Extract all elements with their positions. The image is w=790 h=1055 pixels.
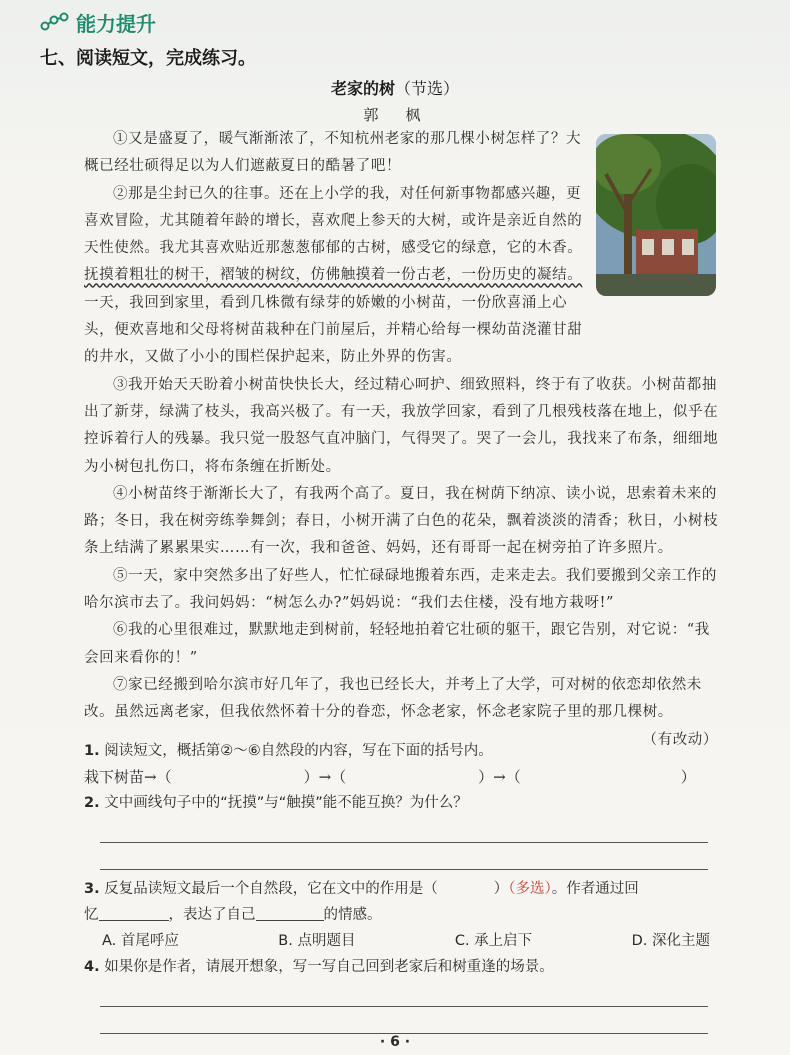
paragraph-6: ⑥我的心里很难过，默默地走到树前，轻轻地拍着它壮硕的躯干，跟它告别，对它说：“我会回来看你的！”	[84, 622, 710, 666]
paragraph-3: ③我开始天天盼着小树苗快快长大，经过精心呵护、细致照料，终于有了收获。小树苗都抽出了新芽，绿满了枝头，我高兴极了。有一天，我放学回家，看到了几根残枝落在地上，似乎在控诉着行人的残暴。我只觉一股怒气直冲脑门，气得哭了。哭了一会儿，我找来了布条，细细地为小树包扎伤口，将布条缠在折断处。	[84, 376, 719, 475]
question-1-answer-row: 栽下树苗→（ ）→（ ）→（ ）	[84, 764, 724, 790]
option-d[interactable]: D. 深化主题	[631, 933, 710, 949]
article-title-text: 老家的树	[330, 79, 395, 98]
answer-line[interactable]	[100, 1011, 708, 1034]
paragraph-7: ⑦家已经搬到哈尔滨市好几年了，我也已经长大，并考上了大学，可对树的依恋却依然未改。虽然远离老家，但我依然怀着十分的眷恋，怀念老家，怀念老家院子里的那几棵树。	[84, 676, 702, 721]
answer-line[interactable]	[100, 984, 708, 1007]
section-header	[40, 8, 156, 36]
question-3: 3. 反复品读短文最后一个自然段，它在文中的作用是（ ）（多选）。作者通过回	[84, 881, 639, 897]
article-author: 郭 枫	[363, 106, 427, 124]
answer-blank-recall[interactable]	[99, 904, 169, 921]
paragraph-2	[84, 181, 584, 372]
revision-note: （有改动）	[642, 731, 718, 748]
link-chain-icon	[40, 11, 70, 33]
question-2: 2. 文中画线句子中的“抚摸”与“触摸”能不能互换？为什么？	[84, 795, 468, 811]
option-b[interactable]: B. 点明题目	[278, 933, 356, 949]
section-title: 七、阅读短文，完成练习。	[40, 48, 256, 69]
header-title: 能力提升	[76, 11, 156, 36]
question-3-cont: 忆 ，表达了自己 的情感。	[84, 902, 724, 928]
answer-blank-3[interactable]	[521, 764, 681, 790]
page-number: · 6 ·	[379, 1034, 411, 1050]
paragraph-4: ④小树苗终于渐渐长大了，有我两个高了。夏日，我在树荫下纳凉、读小说，思索着未来的路；冬日，我在树旁练拳舞剑；春日，小树开满了白色的花朵，飘着淡淡的清香；秋日，小树枝条上结满了累累果实……有一次，我和爸爸、妈妈，还有哥哥一起在树旁拍了许多照片。	[84, 485, 719, 557]
answer-line[interactable]	[100, 820, 708, 843]
question-4: 4. 如果你是作者，请展开想象，写一写自己回到老家后和树重逢的场景。	[84, 959, 554, 975]
answer-blank-2[interactable]	[346, 764, 478, 790]
paragraph-2-end: 一天，我回到家里，看到几株微有绿芽的娇嫩的小树苗，一份欣喜涌上心头，便欢喜地和父母将树苗栽种在门前屋后，并精心给每一棵幼苗浇灌甘甜的井水，又做了小小的围栏保护起来，防止外界的伤害。	[84, 294, 583, 366]
question-3-options	[84, 928, 724, 954]
underlined-sentence: 抚摸着粗壮的树干，褶皱的树纹，仿佛触摸着一份古老，一份历史的凝结。	[84, 267, 583, 284]
answer-line[interactable]	[100, 847, 708, 870]
multi-select-hint: （多选）	[508, 881, 552, 897]
question-1: 1. 阅读短文，概括第②～⑥自然段的内容，写在下面的括号内。	[84, 743, 493, 759]
answer-blank-emotion[interactable]	[256, 904, 324, 921]
article-body	[84, 126, 724, 754]
article-title	[0, 76, 790, 99]
paragraph-2-start: ②那是尘封已久的往事。还在上小学的我，对任何新事物都感兴趣，更喜欢冒险，尤其随着年龄的增长，喜欢爬上参天的大树，或许是亲近自然的天性使然。我尤其喜欢贴近那葱葱郁郁的古树，感受它的绿意，它的木香。	[84, 185, 583, 257]
answer-blank-1[interactable]	[172, 764, 304, 790]
option-a[interactable]: A. 首尾呼应	[102, 933, 179, 949]
paragraph-1: ①又是盛夏了，暖气渐渐浓了，不知杭州老家的那几棵小树怎样了？大概已经壮硕得足以为人们遮蔽夏日的酷暑了吧！	[84, 131, 582, 175]
paragraph-5: ⑤一天，家中突然多出了好些人，忙忙碌碌地搬着东西，走来走去。我们要搬到父亲工作的哈尔滨市去了。我问妈妈：“树怎么办?”妈妈说：“我们去住楼，没有地方栽呀!”	[84, 567, 717, 612]
option-c[interactable]: C. 承上启下	[454, 933, 533, 949]
questions	[84, 738, 724, 1034]
article-subtitle: （节选）	[395, 79, 460, 98]
